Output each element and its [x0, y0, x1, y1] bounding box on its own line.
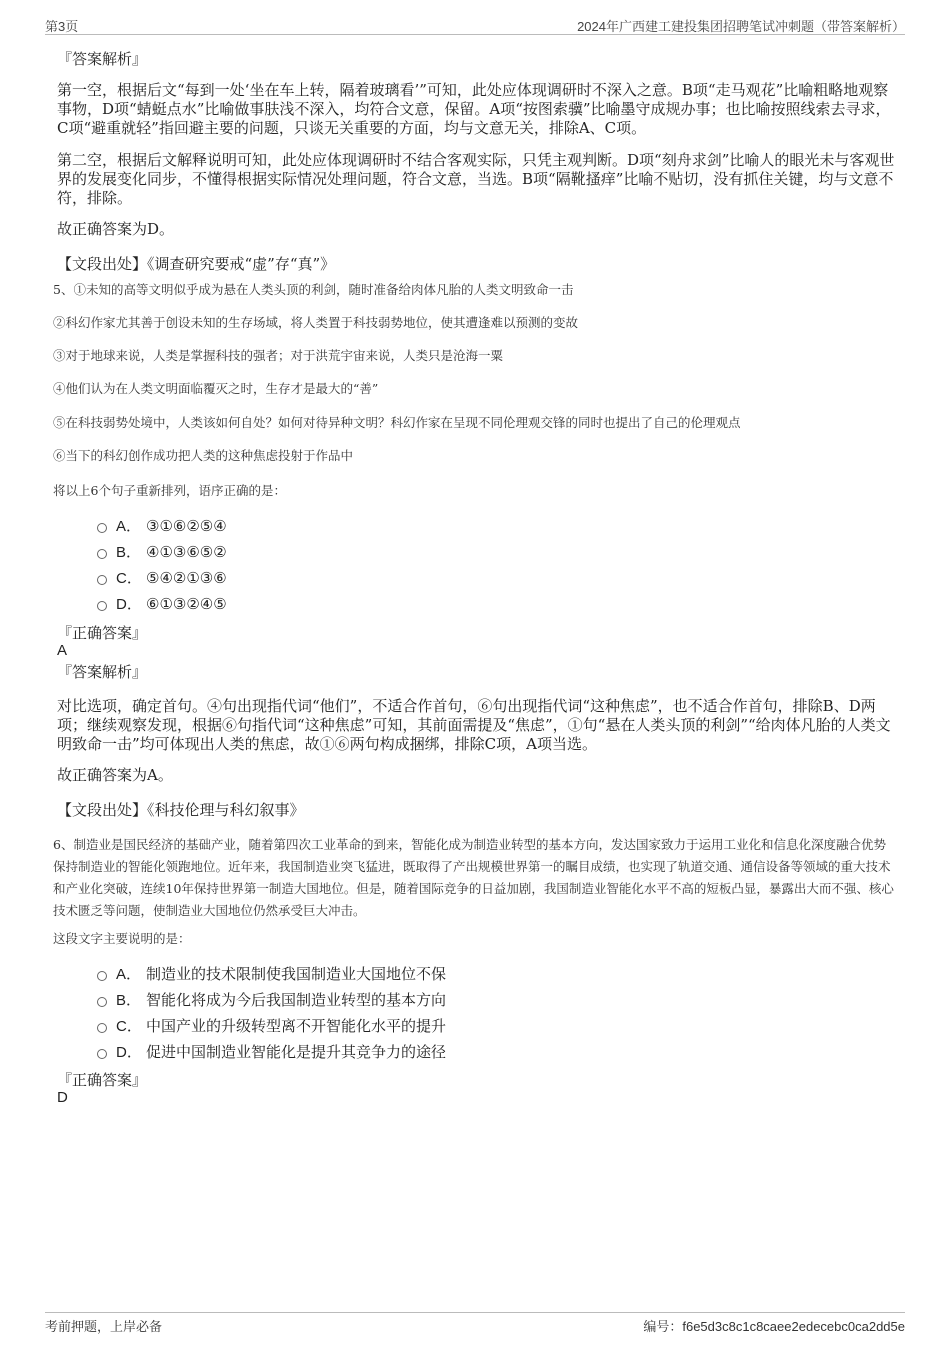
q5-prompt: 将以上6个句子重新排列，语序正确的是： — [53, 483, 286, 498]
q5-option-c[interactable]: C． ⑤④②①③⑥ — [97, 568, 227, 589]
q6-option-a[interactable]: A． 制造业的技术限制使我国制造业大国地位不保 — [97, 964, 446, 985]
q6-passage: 6、制造业是国民经济的基础产业，随着第四次工业革命的到来，智能化成为制造业转型的基本方向，发达国家致力于运用工业化和信息化深度融合优势保持制造业的智能化领跑地位。近年来，我国制造业突飞猛进，既取得了产出规模世界第一的瞩目成绩，也实现了轨道交通、通信设备等领域的重大技术和产业化突破，连续10年保持世界第一制造大国地位。但是，随着国际竞争的日益加剧，我国制造业智能化水平不高的短板凸显，暴露出大而不强、核心技术匮乏等问题，使制造业大国地位仍然承受巨大冲击。 — [53, 837, 894, 918]
q5-answer: A — [57, 642, 68, 659]
page-header — [45, 14, 905, 35]
page-footer — [45, 1312, 905, 1334]
radio-icon[interactable] — [97, 971, 107, 981]
q5-answer-heading: 『正确答案』 — [57, 624, 148, 642]
q5-explain: 对比选项，确定首句。④句出现指代词“他们”，不适合作首句，⑥句出现指代词“这种焦虑”，也不适合作首句，排除B、D两项；继续观察发现，根据⑥句指代词“这种焦虑”可知，其前面需提及“焦虑”，①句“悬在人类头顶的利剑”“给肉体凡胎的人类文明致命一击”均可体现出人类的焦虑，故①⑥两句构成捆绑，排除C项，A项当选。 — [57, 697, 891, 753]
q5-sentence-6: ⑥当下的科幻创作成功把人类的这种焦虑投射于作品中 — [53, 448, 354, 463]
q6-option-b[interactable]: B． 智能化将成为今后我国制造业转型的基本方向 — [97, 990, 446, 1011]
q5-source: 【文段出处】《科技伦理与科幻叙事》 — [57, 801, 305, 819]
radio-icon[interactable] — [97, 523, 107, 533]
q4-explain-heading: 『答案解析』 — [57, 50, 148, 68]
q5-option-a[interactable]: A． ③①⑥②⑤④ — [97, 516, 227, 537]
q6-option-d[interactable]: D． 促进中国制造业智能化是提升其竞争力的途径 — [97, 1042, 446, 1063]
footer-slogan: 考前押题，上岸必备 — [45, 1319, 163, 1334]
q5-sentence-4: ④他们认为在人类文明面临覆灭之时，生存才是最大的“善” — [53, 381, 379, 396]
radio-icon[interactable] — [97, 1023, 107, 1033]
q5-option-b[interactable]: B． ④①③⑥⑤② — [97, 542, 227, 563]
q6-prompt: 这段文字主要说明的是： — [53, 931, 191, 946]
q5-sentence-1: 5、①未知的高等文明似乎成为悬在人类头顶的利剑，随时准备给肉体凡胎的人类文明致命一击 — [53, 282, 574, 297]
radio-icon[interactable] — [97, 1049, 107, 1059]
page-number: 第3页 — [45, 19, 79, 34]
document-title: 2024年广西建工建投集团招聘笔试冲刺题（带答案解析） — [577, 19, 905, 34]
q6-answer: D — [57, 1089, 68, 1106]
q4-explain-paragraph-2: 第二空，根据后文解释说明可知，此处应体现调研时不结合客观实际，只凭主观判断。D项“刻舟求剑”比喻人的眼光未与客观世界的发展变化同步，不懂得根据实际情况处理问题，符合文意，当选。B项“隔靴搔痒”比喻不贴切，没有抓住关键，均与文意不符，排除。 — [57, 151, 895, 207]
q5-conclusion: 故正确答案为A。 — [57, 766, 173, 784]
radio-icon[interactable] — [97, 997, 107, 1007]
q6-answer-heading: 『正确答案』 — [57, 1071, 148, 1089]
radio-icon[interactable] — [97, 549, 107, 559]
q5-sentence-3: ③对于地球来说，人类是掌握科技的强者；对于洪荒宇宙来说，人类只是沧海一粟 — [53, 348, 504, 363]
q5-sentence-2: ②科幻作家尤其善于创设未知的生存场域，将人类置于科技弱势地位，使其遭逢难以预测的变故 — [53, 315, 579, 330]
q4-source: 【文段出处】《调查研究要戒“虚”存“真”》 — [57, 255, 336, 273]
footer-code: 编号：f6e5d3c8c1c8caee2edecebc0ca2dd5e — [643, 1319, 905, 1334]
q4-explain-paragraph-1: 第一空，根据后文“每到一处‘坐在车上转，隔着玻璃看’”可知，此处应体现调研时不深入之意。B项“走马观花”比喻粗略地观察事物，D项“蜻蜓点水”比喻做事肤浅不深入，均符合文意，保留。A项“按图索骥”比喻墨守成规办事；也比喻按照线索去寻求，C项“避重就轻”指回避主要的问题，只谈无关重要的方面，均与文意无关，排除A、C项。 — [57, 81, 891, 137]
radio-icon[interactable] — [97, 575, 107, 585]
radio-icon[interactable] — [97, 601, 107, 611]
q5-option-d[interactable]: D． ⑥①③②④⑤ — [97, 594, 227, 615]
q4-conclusion: 故正确答案为D。 — [57, 220, 175, 238]
q5-sentence-5: ⑤在科技弱势处境中，人类该如何自处？如何对待异种文明？科幻作家在呈现不同伦理观交锋的同时也提出了自己的伦理观点 — [53, 415, 741, 430]
q6-option-c[interactable]: C． 中国产业的升级转型离不开智能化水平的提升 — [97, 1016, 446, 1037]
q5-explain-heading: 『答案解析』 — [57, 663, 148, 681]
